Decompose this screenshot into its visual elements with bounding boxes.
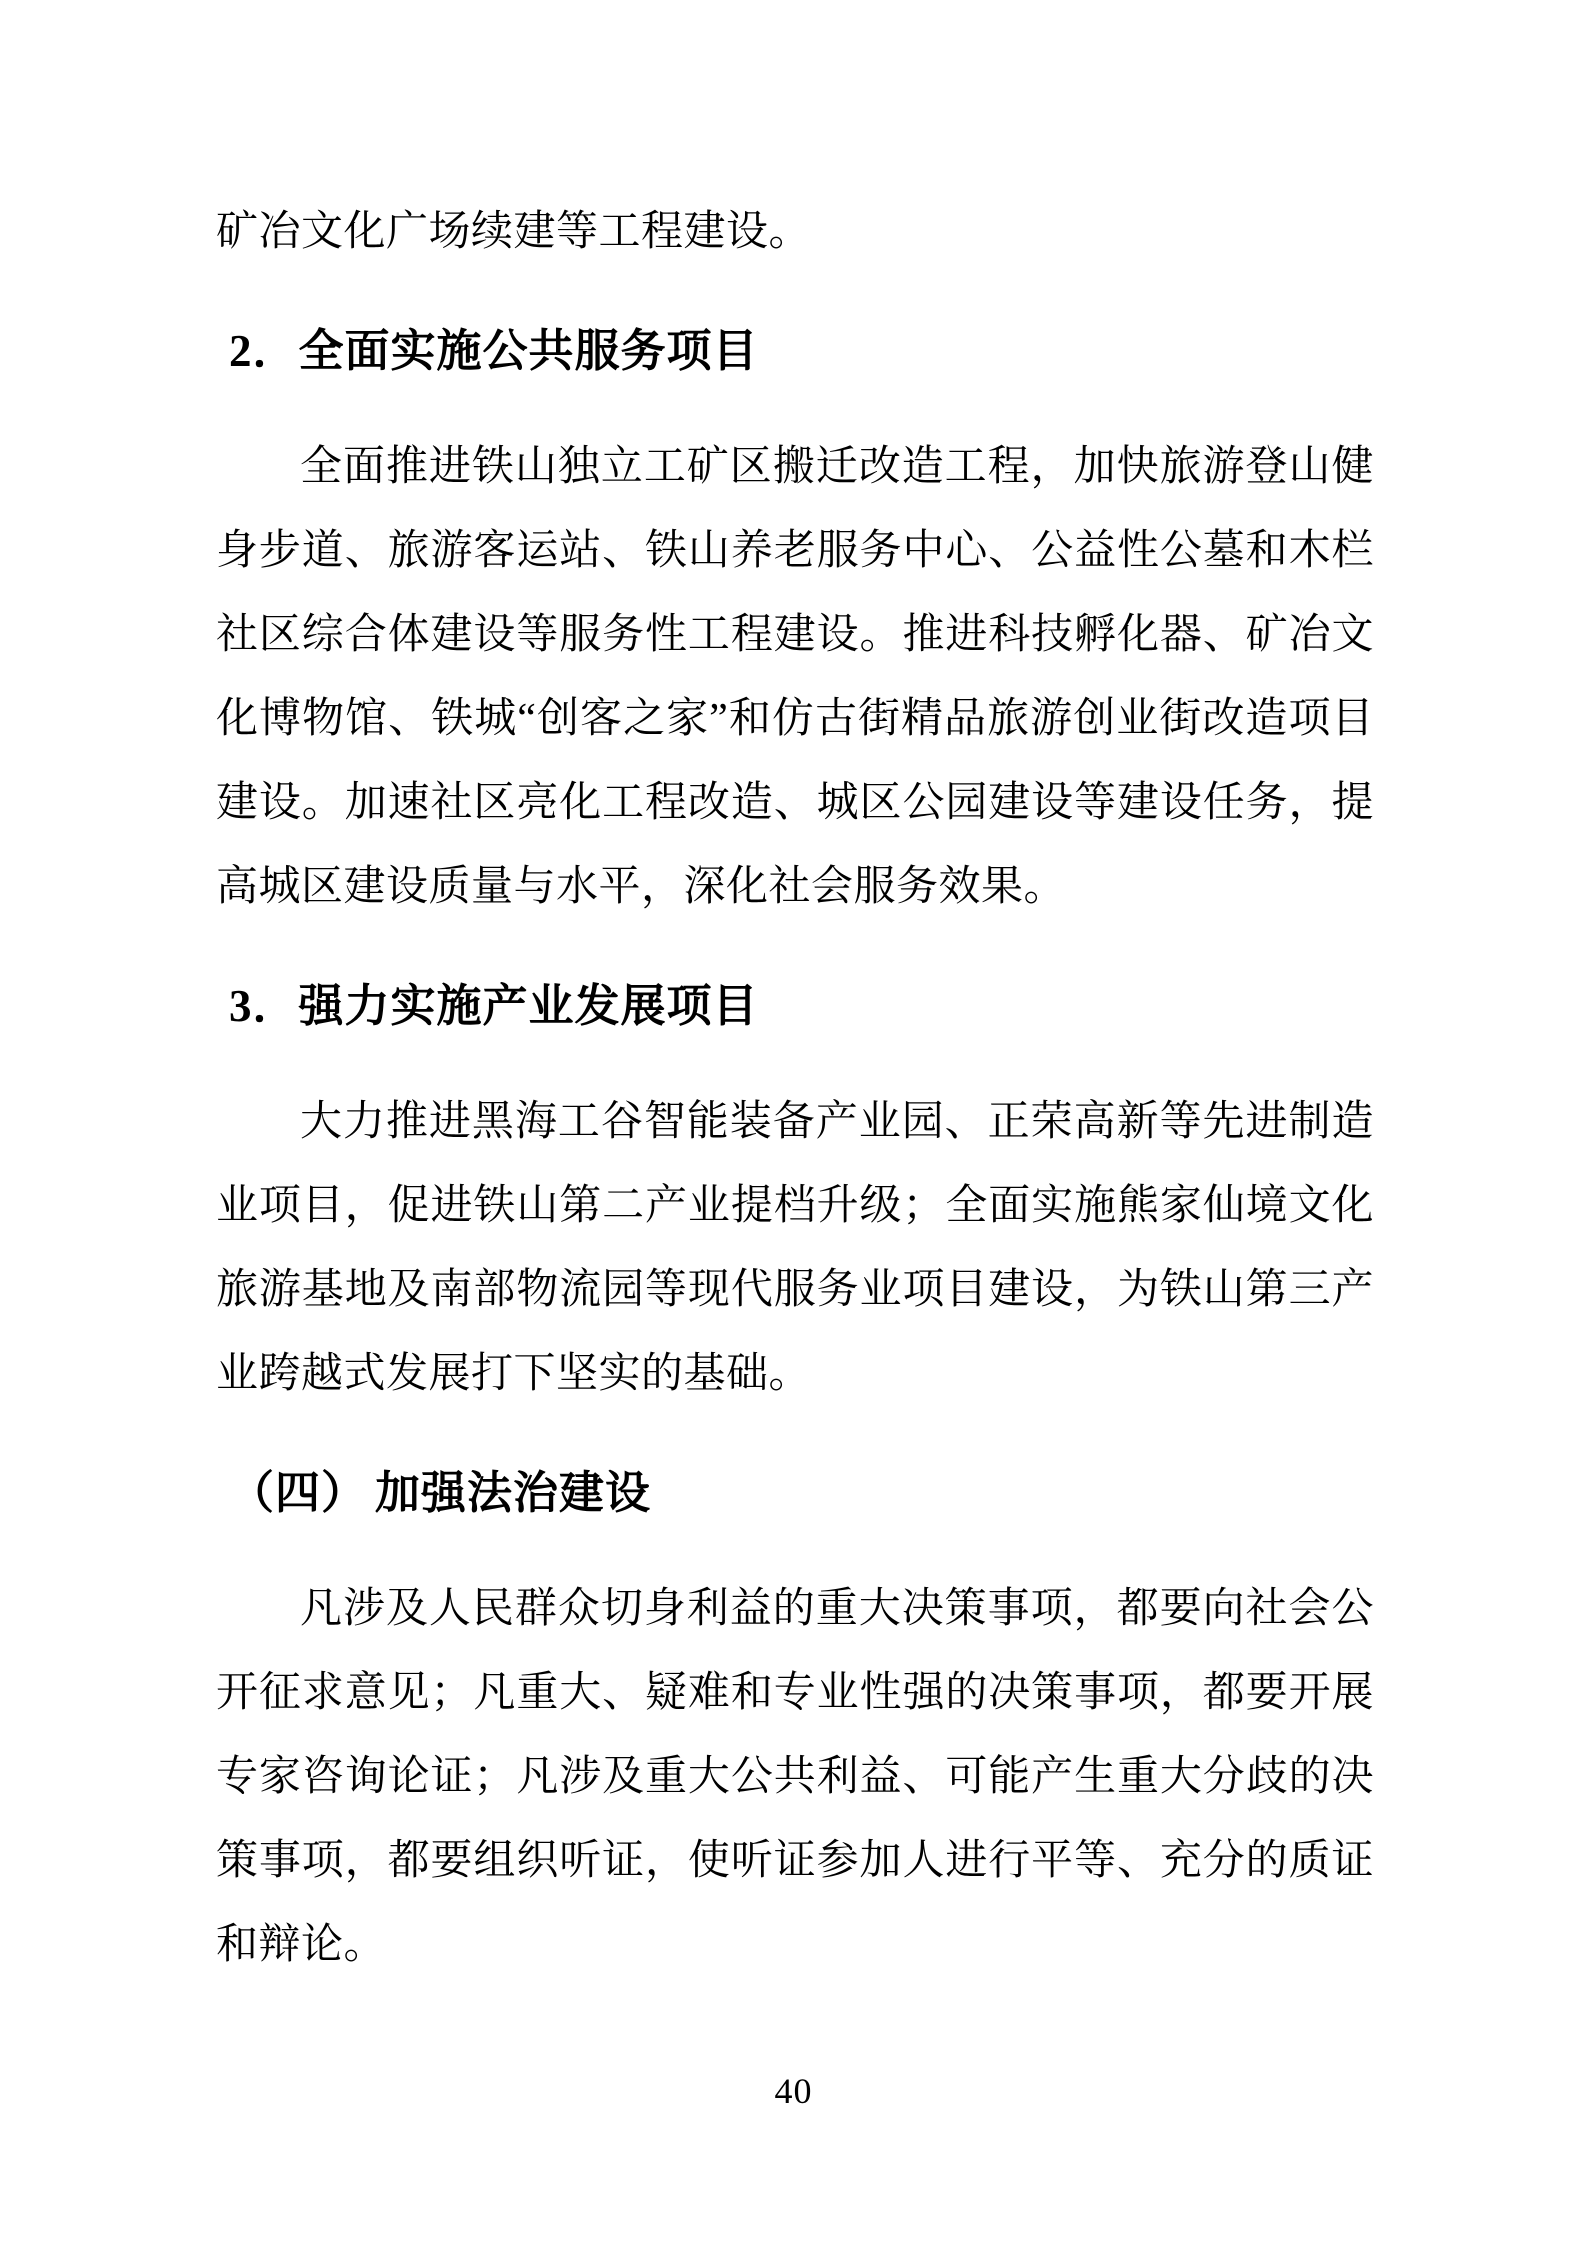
section-industry-development bbox=[216, 964, 1374, 1416]
section-heading bbox=[216, 964, 1374, 1048]
section-paragraph: 全面推进铁山独立工矿区搬迁改造工程，加快旅游登山健身步道、旅游客运站、铁山养老服务中心、公益性公墓和木栏社区综合体建设等服务性工程建设。推进科技孵化器、矿冶文化博物馆、铁城“创客之家”和仿古街精品旅游创业街改造项目建设。加速社区亮化工程改造、城区公园建设等建设任务，提高城区建设质量与水平，深化社会服务效果。 bbox=[216, 444, 1374, 910]
section-heading-number: （四） bbox=[229, 1468, 368, 1518]
section-heading-title: 加强法治建设 bbox=[375, 1468, 652, 1518]
section-heading bbox=[216, 309, 1374, 393]
section-heading bbox=[216, 1451, 1374, 1535]
section-rule-of-law bbox=[216, 1451, 1374, 1987]
section-heading-title: 全面实施公共服务项目 bbox=[298, 326, 759, 376]
section-heading-title: 强力实施产业发展项目 bbox=[298, 981, 759, 1031]
section-paragraph: 凡涉及人民群众切身利益的重大决策事项，都要向社会公开征求意见；凡重大、疑难和专业性强的决策事项，都要开展专家咨询论证；凡涉及重大公共利益、可能产生重大分歧的决策事项，都要组织听证，使听证参加人进行平等、充分的质证和辩论。 bbox=[216, 1586, 1374, 1968]
section-heading-number: 3． bbox=[229, 981, 299, 1031]
continuation-paragraph: 矿冶文化广场续建等工程建设。 bbox=[216, 209, 812, 255]
page-content bbox=[216, 190, 1374, 1987]
section-paragraph: 大力推进黑海工谷智能装备产业园、正荣高新等先进制造业项目，促进铁山第二产业提档升级；全面实施熊家仙境文化旅游基地及南部物流园等现代服务业项目建设，为铁山第三产业跨越式发展打下坚实的基础。 bbox=[216, 1099, 1374, 1397]
section-public-services bbox=[216, 309, 1374, 929]
section-heading-number: 2． bbox=[229, 326, 299, 376]
page-footer bbox=[0, 2070, 1587, 2113]
page-number: 40 bbox=[774, 2071, 813, 2111]
